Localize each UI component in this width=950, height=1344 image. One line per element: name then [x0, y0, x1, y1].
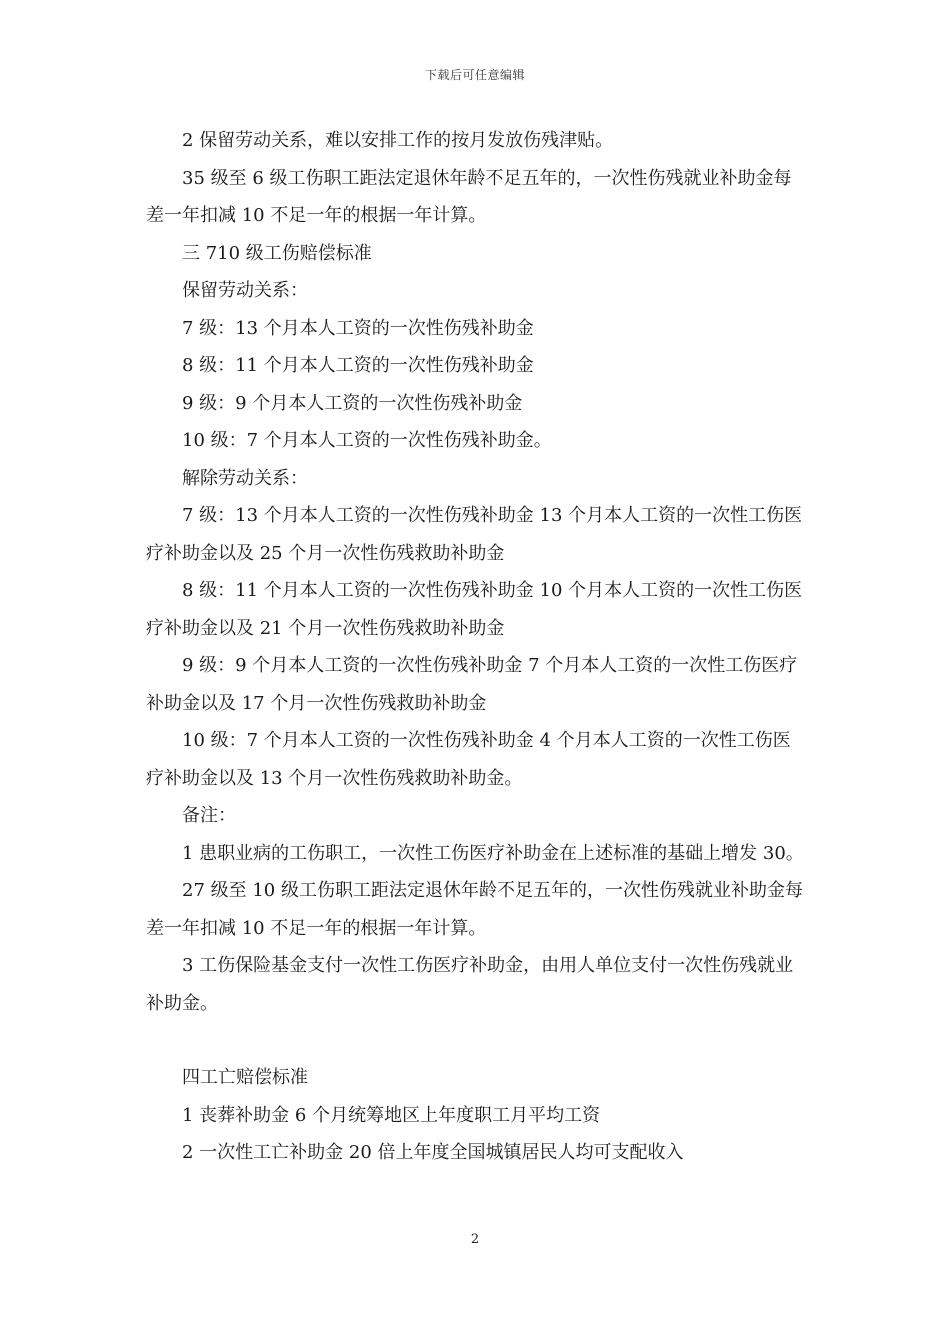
section-heading: 四工亡赔偿标准 [182, 1067, 308, 1088]
paragraph: 3 工伤保险基金支付一次性工伤医疗补助金，由用人单位支付一次性伤残就业补助金。 [146, 955, 794, 1014]
paragraph: 解除劳动关系： [182, 467, 308, 489]
paragraph: 2 一次性工亡补助金 20 倍上年度全国城镇居民人均可支配收入 [182, 1142, 684, 1163]
paragraph: 10 级：7 个月本人工资的一次性伤残补助金。 [182, 430, 552, 451]
paragraph: 35 级至 6 级工伤职工距法定退休年龄不足五年的，一次性伤残就业补助金每差一年扣减 10 不足一年的根据一年计算。 [146, 167, 792, 226]
paragraph: 1 患职业病的工伤职工，一次性工伤医疗补助金在上述标准的基础上增发 30。 [182, 842, 804, 864]
paragraph: 1 丧葬补助金 6 个月统筹地区上年度职工月平均工资 [182, 1104, 601, 1126]
paragraph: 7 级：13 个月本人工资的一次性伤残补助金 [182, 317, 534, 339]
body-text [146, 122, 808, 1172]
paragraph: 8 级：11 个月本人工资的一次性伤残补助金 10 个月本人工资的一次性工伤医疗补助金以及 21 个月一次性伤残救助补助金 [146, 580, 803, 639]
page-number: 2 [470, 1232, 480, 1247]
page-header: 下载后可任意编辑 [424, 68, 525, 82]
paragraph: 8 级：11 个月本人工资的一次性伤残补助金 [182, 355, 534, 376]
paragraph: 10 级：7 个月本人工资的一次性伤残补助金 4 个月本人工资的一次性工伤医疗补助金以及 13 个月一次性伤残救助补助金。 [146, 730, 791, 789]
paragraph: 2 保留劳动关系，难以安排工作的按月发放伤残津贴。 [182, 130, 614, 151]
paragraph: 9 级：9 个月本人工资的一次性伤残补助金 [182, 392, 523, 414]
paragraph: 27 级至 10 级工伤职工距法定退休年龄不足五年的，一次性伤残就业补助金每差一年扣减 10 不足一年的根据一年计算。 [146, 880, 803, 939]
paragraph: 9 级：9 个月本人工资的一次性伤残补助金 7 个月本人工资的一次性工伤医疗补助金以及 17 个月一次性伤残救助补助金 [146, 655, 798, 714]
section-heading: 三 710 级工伤赔偿标准 [182, 242, 372, 264]
paragraph: 备注： [182, 805, 236, 826]
paragraph: 保留劳动关系： [182, 280, 308, 301]
paragraph: 7 级：13 个月本人工资的一次性伤残补助金 13 个月本人工资的一次性工伤医疗补助金以及 25 个月一次性伤残救助补助金 [146, 505, 803, 564]
